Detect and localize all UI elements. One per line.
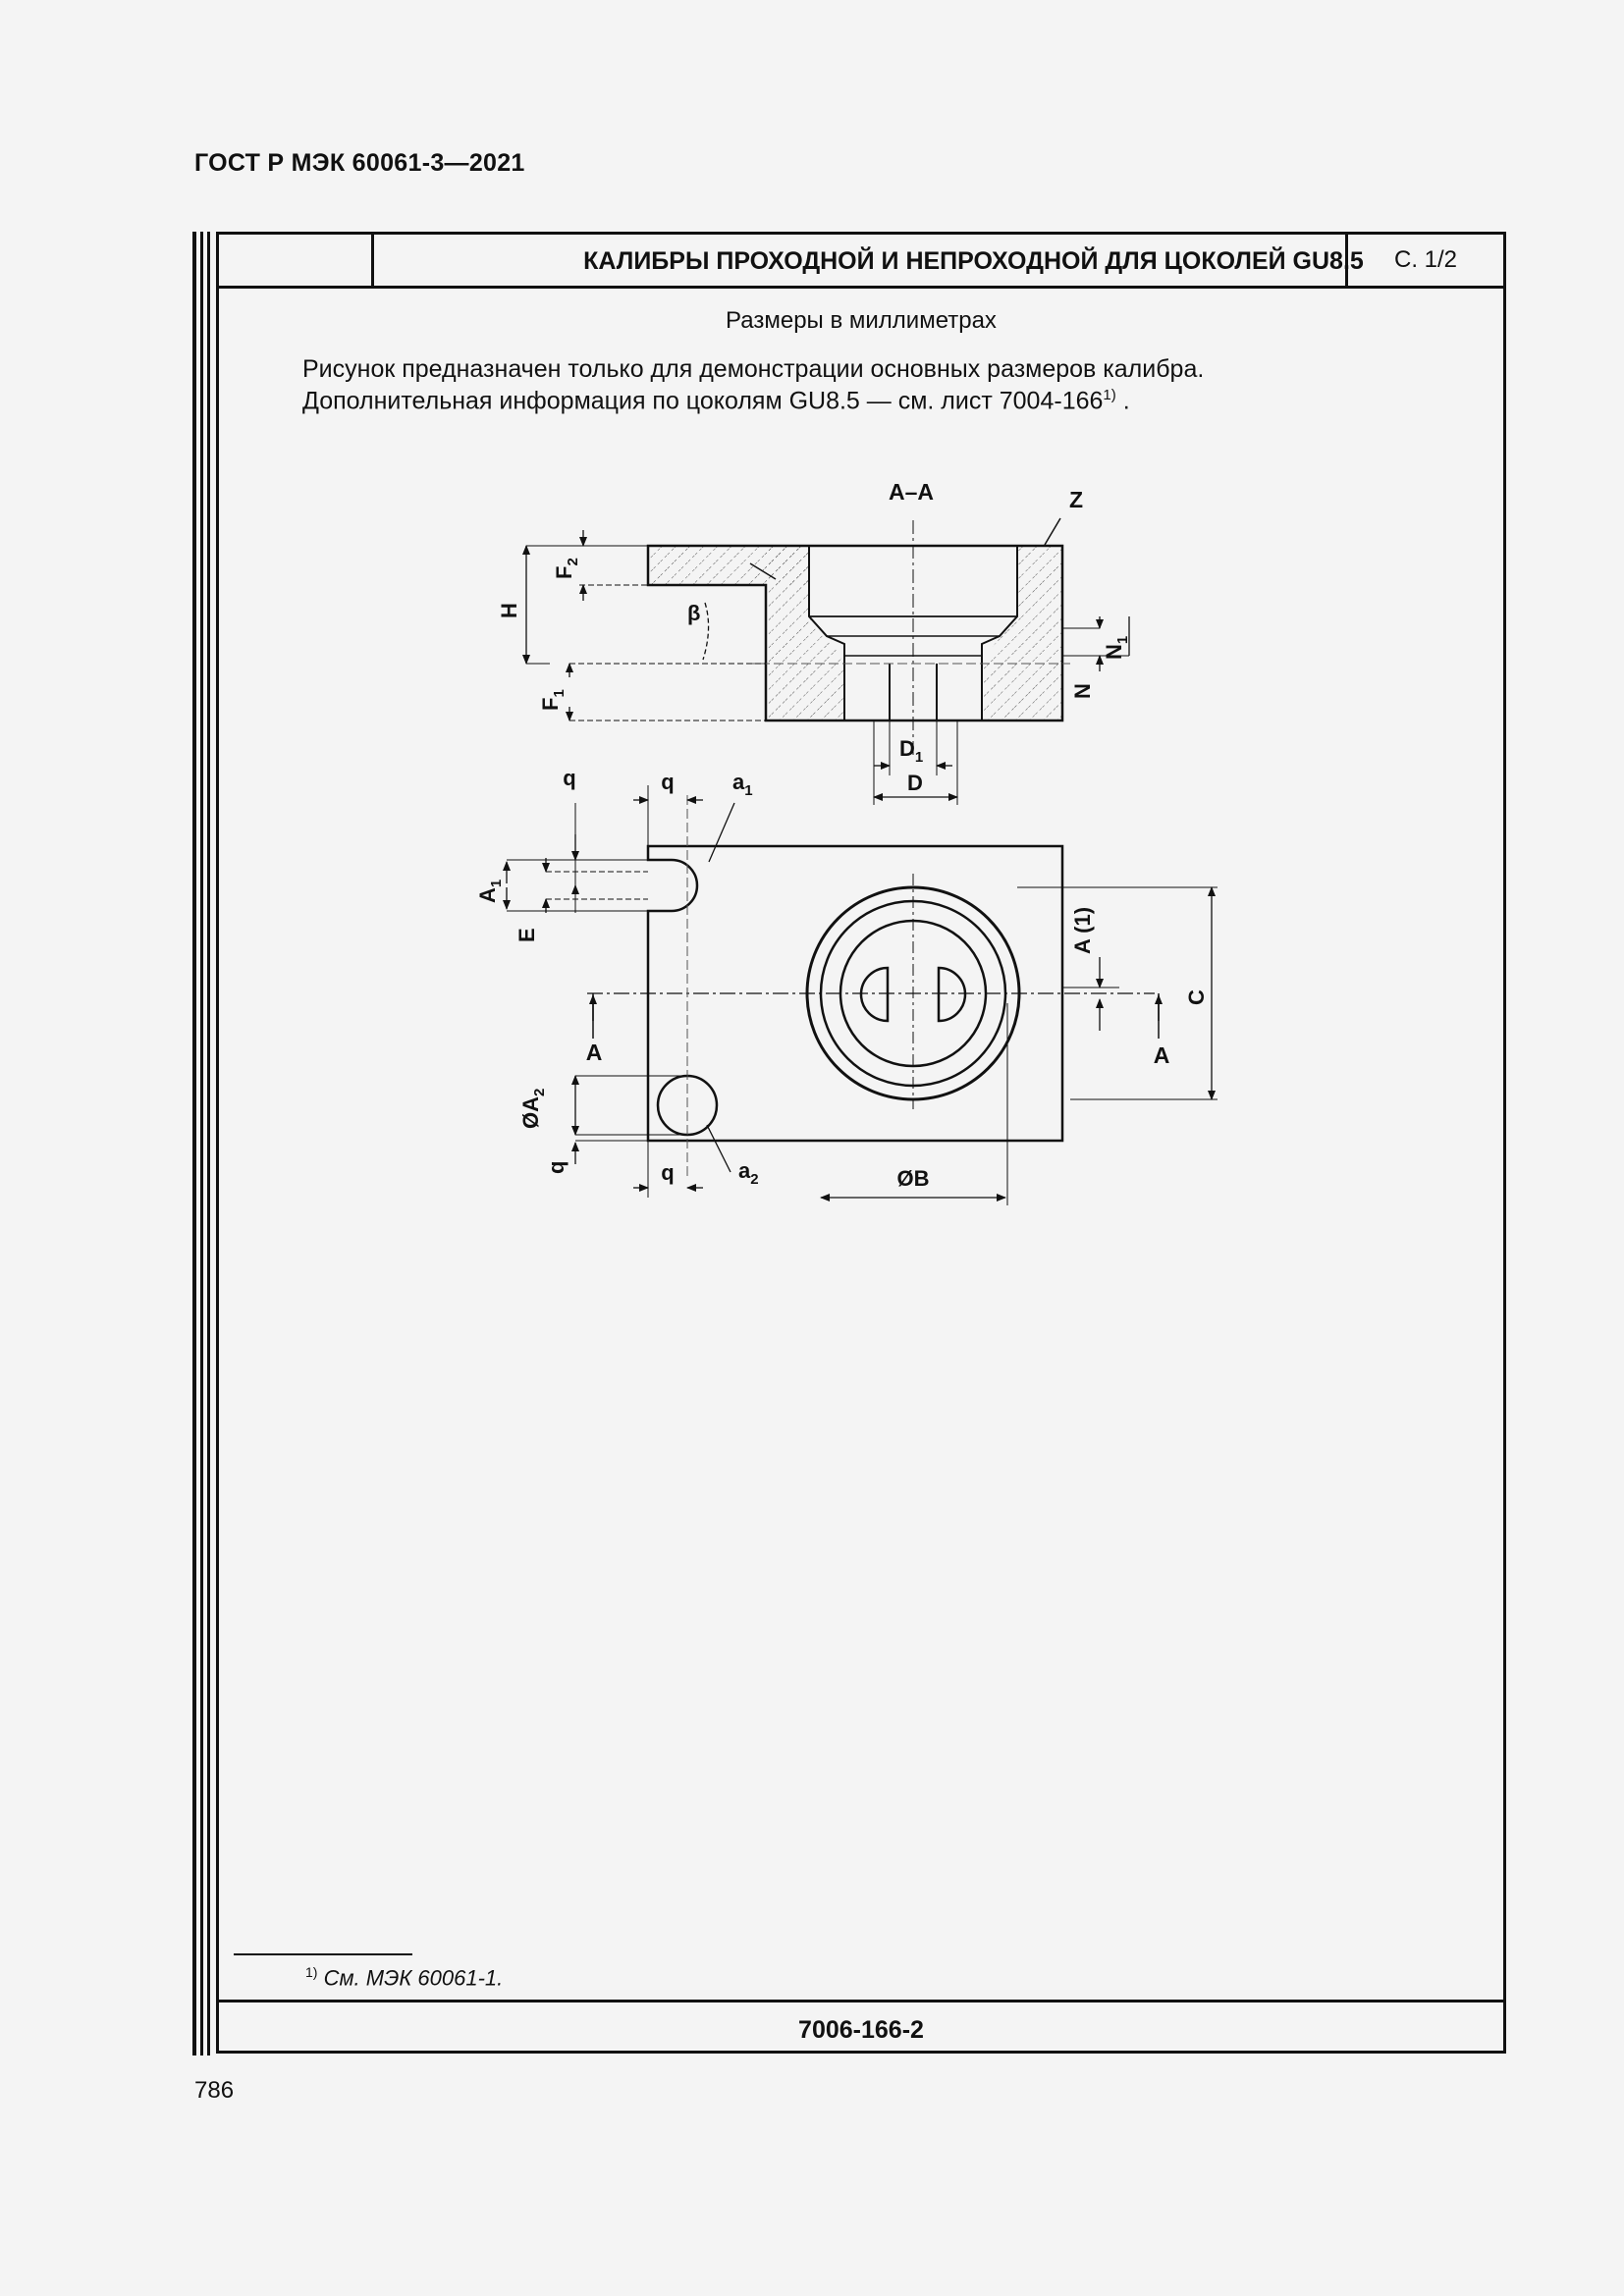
sheet-page-label: С. 1/2 — [1345, 235, 1503, 286]
label-c: C — [1184, 989, 1209, 1005]
label-q-bottom-left: q — [544, 1160, 568, 1174]
beta-arc — [703, 603, 709, 660]
section-label: A–A — [888, 479, 935, 505]
label-n: N — [1070, 683, 1095, 699]
footnote-reference[interactable]: 1) — [1103, 387, 1116, 403]
label-a1-dim: $A_1$ — [475, 879, 505, 903]
label-a1: $a_1$ — [732, 770, 753, 799]
label-n1: $N_1$ — [1102, 635, 1131, 660]
intro-line-2-text: Дополнительная информация по цоколям GU8.5 — см. лист 7004-166 — [302, 387, 1104, 415]
label-d1: $D_1$ — [899, 736, 924, 766]
label-d: D — [907, 771, 923, 795]
footnote-mark: 1) — [305, 1964, 318, 1980]
pin-slot-right-d — [939, 968, 965, 1021]
sheet-title: КАЛИБРЫ ПРОХОДНОЙ И НЕПРОХОДНОЙ ДЛЯ ЦОКОЛЕЙ GU8.5 — [583, 247, 1364, 275]
label-a-left: A — [585, 1040, 603, 1065]
label-beta: β — [687, 601, 701, 625]
page-number: 786 — [194, 2077, 235, 2104]
plan-view — [475, 766, 1218, 1205]
label-oa2: $ØA_2$ — [518, 1088, 548, 1129]
label-f2: $F_2$ — [552, 558, 581, 579]
label-h: H — [497, 603, 521, 618]
intro-line-2-end: . — [1115, 387, 1130, 415]
section-view — [497, 479, 1131, 805]
label-q-bottom: q — [661, 1160, 675, 1185]
leader-z — [1045, 518, 1060, 545]
label-a-right: A — [1153, 1042, 1170, 1068]
label-q-top: q — [661, 770, 675, 794]
label-a2: $a_2$ — [738, 1158, 759, 1188]
document-header: ГОСТ Р МЭК 60061-3—2021 — [194, 149, 525, 177]
label-z: Z — [1068, 487, 1084, 512]
label-ob: ØB — [896, 1166, 930, 1191]
sheet-code: 7006-166-2 — [798, 2016, 924, 2044]
footnote-text: См. МЭК 60061-1. — [317, 1965, 504, 1991]
leader-a2 — [707, 1125, 731, 1172]
units-note: Размеры в миллиметрах — [726, 307, 997, 334]
label-e: E — [514, 928, 539, 942]
leader-a1 — [709, 803, 734, 862]
pin-slot-left-d — [861, 968, 888, 1021]
intro-line-1: Рисунок предназначен только для демонстрации основных размеров калибра. — [302, 355, 1205, 383]
label-f1: $F_1$ — [538, 689, 568, 711]
label-a-note: A (1) — [1070, 906, 1095, 954]
label-q-top-left: q — [563, 766, 576, 790]
